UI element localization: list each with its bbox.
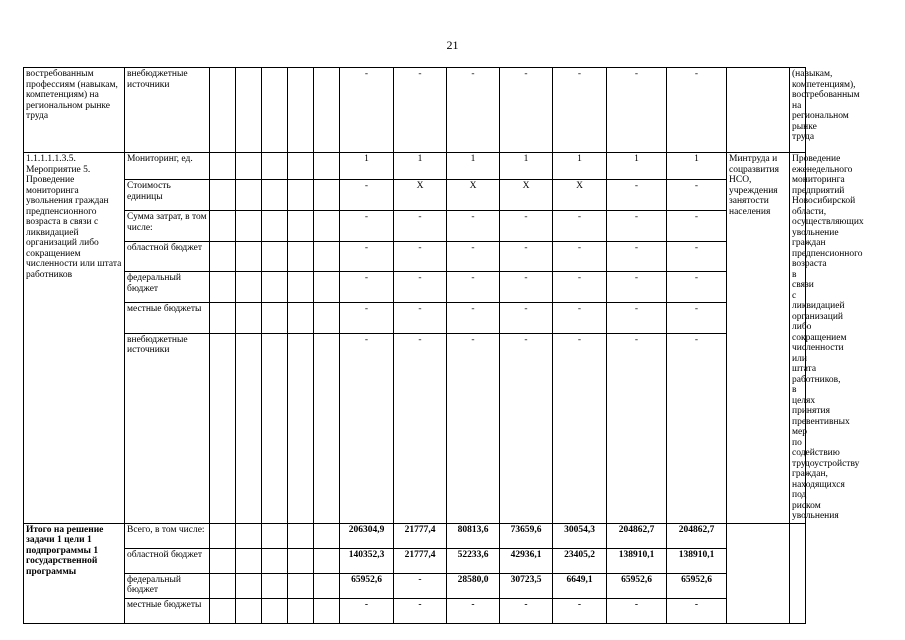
value-cell: 138910,1 xyxy=(667,548,727,573)
indicator-label: Всего, в том числе: xyxy=(125,523,210,548)
table-row xyxy=(24,180,806,211)
empty-cell xyxy=(262,303,288,334)
value-cell: - xyxy=(553,68,607,153)
empty-cell xyxy=(210,548,236,573)
value-cell: - xyxy=(667,241,727,272)
funding-source: внебюджетные источники xyxy=(125,68,210,153)
value-cell: - xyxy=(394,241,447,272)
value-cell: 1 xyxy=(340,153,394,180)
empty-cell xyxy=(288,241,314,272)
value-cell: 42936,1 xyxy=(500,548,553,573)
value-cell: - xyxy=(607,211,667,242)
empty-cell xyxy=(288,153,314,180)
empty-cell xyxy=(210,180,236,211)
value-cell: - xyxy=(340,272,394,303)
result-cell: Проведение еженедельного мониторинга предприятий Новосибирской области, осуществляющих увольнение граждан предпенсионного возраста в связи с ликвидацией организаций либо сокращением численности или штата работников, в целях принятия превентивных мер по содействию трудоустройству граждан, находящихся под риском увольнения xyxy=(790,153,806,524)
empty-cell xyxy=(262,333,288,523)
value-cell: - xyxy=(607,180,667,211)
empty-cell xyxy=(210,303,236,334)
empty-cell xyxy=(262,211,288,242)
indicator-label: Мониторинг, ед. xyxy=(125,153,210,180)
empty-cell xyxy=(236,211,262,242)
empty-cell xyxy=(262,573,288,598)
value-cell: - xyxy=(607,68,667,153)
value-cell: - xyxy=(667,598,727,623)
empty-cell xyxy=(288,272,314,303)
table-row xyxy=(24,211,806,242)
empty-cell xyxy=(314,598,340,623)
empty-cell xyxy=(210,68,236,153)
value-cell: - xyxy=(394,303,447,334)
empty-cell xyxy=(314,523,340,548)
value-cell: - xyxy=(394,211,447,242)
value-cell: - xyxy=(447,68,500,153)
value-cell: - xyxy=(607,272,667,303)
table-row xyxy=(24,153,806,180)
value-cell: - xyxy=(394,68,447,153)
value-cell: - xyxy=(667,211,727,242)
value-cell: - xyxy=(607,241,667,272)
value-cell: - xyxy=(447,241,500,272)
executor-cell xyxy=(727,523,790,623)
value-cell: - xyxy=(607,333,667,523)
table-row xyxy=(24,303,806,334)
value-cell: 65952,6 xyxy=(607,573,667,598)
result-cell: (навыкам, компетенциям), востребованным на региональном рынке труда xyxy=(790,68,806,153)
indicator-label: федеральный бюджет xyxy=(125,272,210,303)
value-cell: 1 xyxy=(447,153,500,180)
page-number: 21 xyxy=(446,38,459,52)
program-table xyxy=(23,67,864,624)
value-cell: - xyxy=(553,598,607,623)
value-cell: 1 xyxy=(553,153,607,180)
empty-cell xyxy=(210,241,236,272)
indicator-label: Сумма затрат, в том числе: xyxy=(125,211,210,242)
empty-cell xyxy=(288,333,314,523)
value-cell: 204862,7 xyxy=(667,523,727,548)
value-cell: 1 xyxy=(394,153,447,180)
value-cell: - xyxy=(447,598,500,623)
value-cell: X xyxy=(500,180,553,211)
indicator-label: областной бюджет xyxy=(125,241,210,272)
value-cell: - xyxy=(553,272,607,303)
empty-cell xyxy=(288,548,314,573)
value-cell: - xyxy=(500,272,553,303)
executor-cell: Минтруда и соцразвития НСО, учреждения занятости населения xyxy=(727,153,790,524)
value-cell: - xyxy=(553,241,607,272)
table-row xyxy=(24,598,806,623)
empty-cell xyxy=(314,573,340,598)
empty-cell xyxy=(314,272,340,303)
value-cell: 21777,4 xyxy=(394,548,447,573)
empty-cell xyxy=(262,153,288,180)
empty-cell xyxy=(236,153,262,180)
empty-cell xyxy=(236,241,262,272)
indicator-label: внебюджетные источники xyxy=(125,333,210,523)
empty-cell xyxy=(288,523,314,548)
empty-cell xyxy=(262,272,288,303)
total-label: Итого на решение задачи 1 цели 1 подпрограммы 1 государственной программы xyxy=(24,523,125,623)
indicator-label: Стоимость единицы xyxy=(125,180,210,211)
measure-name: 1.1.1.1.1.3.5. Мероприятие 5. Проведение мониторинга увольнения граждан предпенсионного возраста в связи с ликвидацией организаций либо сокращением численности или штата работников xyxy=(24,153,125,524)
value-cell: - xyxy=(340,180,394,211)
empty-cell xyxy=(262,68,288,153)
empty-cell xyxy=(262,241,288,272)
value-cell: 1 xyxy=(667,153,727,180)
empty-cell xyxy=(236,68,262,153)
empty-cell xyxy=(210,272,236,303)
empty-cell xyxy=(210,333,236,523)
indicator-label: местные бюджеты xyxy=(125,303,210,334)
value-cell: - xyxy=(340,211,394,242)
empty-cell xyxy=(314,153,340,180)
empty-cell xyxy=(288,598,314,623)
value-cell: - xyxy=(340,241,394,272)
empty-cell xyxy=(314,241,340,272)
empty-cell xyxy=(288,180,314,211)
empty-cell xyxy=(314,180,340,211)
empty-cell xyxy=(210,523,236,548)
value-cell: - xyxy=(340,598,394,623)
table-row xyxy=(24,548,806,573)
empty-cell xyxy=(314,333,340,523)
value-cell: - xyxy=(340,68,394,153)
value-cell: - xyxy=(447,272,500,303)
value-cell: - xyxy=(447,333,500,523)
empty-cell xyxy=(236,303,262,334)
result-cell xyxy=(790,523,806,623)
value-cell: 28580,0 xyxy=(447,573,500,598)
value-cell: - xyxy=(500,211,553,242)
value-cell: - xyxy=(500,598,553,623)
empty-cell xyxy=(288,573,314,598)
value-cell: 52233,6 xyxy=(447,548,500,573)
value-cell: 23405,2 xyxy=(553,548,607,573)
empty-cell xyxy=(236,180,262,211)
value-cell: - xyxy=(667,68,727,153)
empty-cell xyxy=(314,211,340,242)
empty-cell xyxy=(288,303,314,334)
empty-cell xyxy=(236,598,262,623)
value-cell: 1 xyxy=(607,153,667,180)
value-cell: X xyxy=(394,180,447,211)
table-row xyxy=(24,523,806,548)
value-cell: X xyxy=(447,180,500,211)
value-cell: - xyxy=(394,333,447,523)
value-cell: 30054,3 xyxy=(553,523,607,548)
empty-cell xyxy=(288,211,314,242)
empty-cell xyxy=(210,598,236,623)
empty-cell xyxy=(288,68,314,153)
indicator-label: областной бюджет xyxy=(125,548,210,573)
empty-cell xyxy=(236,573,262,598)
value-cell: - xyxy=(607,303,667,334)
empty-cell xyxy=(236,548,262,573)
value-cell: - xyxy=(553,303,607,334)
value-cell: - xyxy=(394,272,447,303)
table-row xyxy=(24,241,806,272)
empty-cell xyxy=(262,598,288,623)
value-cell: - xyxy=(447,303,500,334)
table-row xyxy=(24,573,806,598)
value-cell: 1 xyxy=(500,153,553,180)
value-cell: - xyxy=(500,68,553,153)
indicator-label: федеральный бюджет xyxy=(125,573,210,598)
table-row xyxy=(24,68,806,153)
value-cell: 21777,4 xyxy=(394,523,447,548)
value-cell: - xyxy=(553,333,607,523)
value-cell: - xyxy=(500,241,553,272)
value-cell: - xyxy=(340,303,394,334)
executor-cell xyxy=(727,68,790,153)
empty-cell xyxy=(236,333,262,523)
value-cell: - xyxy=(447,211,500,242)
table-row xyxy=(24,333,806,523)
empty-cell xyxy=(236,523,262,548)
empty-cell xyxy=(210,153,236,180)
empty-cell xyxy=(210,211,236,242)
empty-cell xyxy=(262,180,288,211)
empty-cell xyxy=(262,523,288,548)
value-cell: 65952,6 xyxy=(340,573,394,598)
value-cell: - xyxy=(394,573,447,598)
value-cell: 206304,9 xyxy=(340,523,394,548)
indicator-label: местные бюджеты xyxy=(125,598,210,623)
value-cell: 65952,6 xyxy=(667,573,727,598)
measure-name: востребованным профессиям (навыкам, компетенциям) на региональном рынке труда xyxy=(24,68,125,153)
value-cell: - xyxy=(607,598,667,623)
value-cell: X xyxy=(553,180,607,211)
empty-cell xyxy=(314,548,340,573)
value-cell: - xyxy=(667,303,727,334)
empty-cell xyxy=(314,303,340,334)
empty-cell xyxy=(262,548,288,573)
value-cell: - xyxy=(667,180,727,211)
value-cell: - xyxy=(553,211,607,242)
value-cell: 140352,3 xyxy=(340,548,394,573)
value-cell: - xyxy=(667,272,727,303)
empty-cell xyxy=(210,573,236,598)
value-cell: - xyxy=(340,333,394,523)
value-cell: - xyxy=(500,303,553,334)
value-cell: 80813,6 xyxy=(447,523,500,548)
table-row xyxy=(24,272,806,303)
empty-cell xyxy=(314,68,340,153)
value-cell: - xyxy=(667,333,727,523)
empty-cell xyxy=(236,272,262,303)
value-cell: 30723,5 xyxy=(500,573,553,598)
value-cell: 6649,1 xyxy=(553,573,607,598)
value-cell: - xyxy=(394,598,447,623)
value-cell: 204862,7 xyxy=(607,523,667,548)
value-cell: - xyxy=(500,333,553,523)
value-cell: 138910,1 xyxy=(607,548,667,573)
value-cell: 73659,6 xyxy=(500,523,553,548)
